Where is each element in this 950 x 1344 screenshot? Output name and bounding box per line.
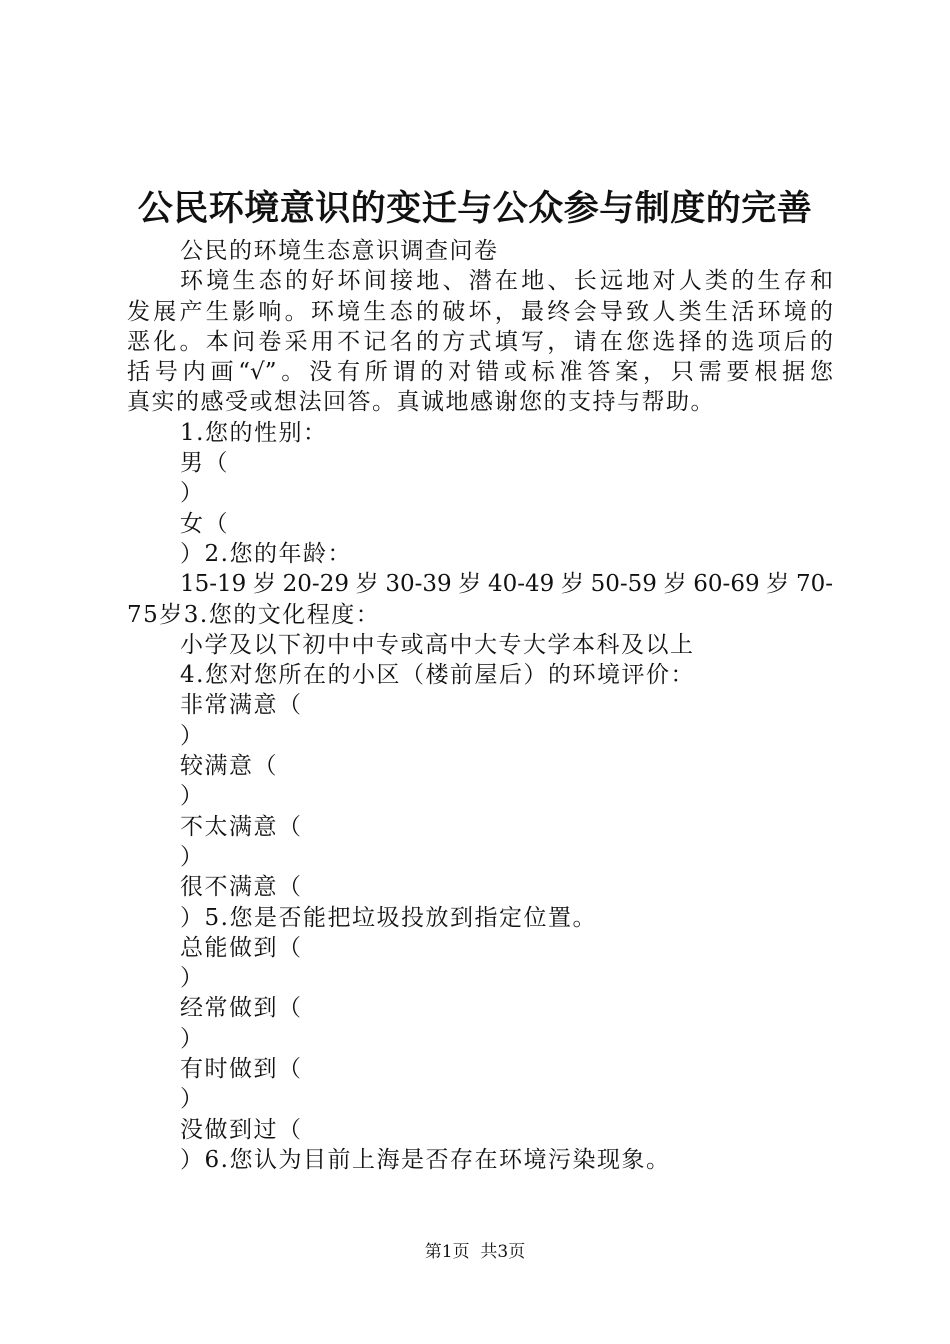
document-body [127,236,833,1175]
text-line: ） [180,480,205,507]
text-line: ） [180,965,205,992]
text-line: ）5.您是否能把垃圾投放到指定位置。 [180,904,597,931]
text-line: 不太满意（ [180,813,303,840]
text-line: 非常满意（ [180,692,303,719]
text-line: ） [180,722,205,749]
text-line: 公民的环境生态意识调查问卷 [180,238,499,264]
text-line: 小学及以下初中中专或高中大专大学本科及以上 [180,631,695,658]
text-line: 括号内画“√”。没有所谓的对错或标准答案，只需要根据您 [127,359,833,386]
page-footer: 第1页 共3页 [424,1242,526,1262]
text-line: ）2.您的年龄： [180,540,352,567]
text-line: 真实的感受或想法回答。真诚地感谢您的支持与帮助。 [127,389,715,416]
text-line: ） [180,783,205,810]
text-line: 经常做到（ [180,995,303,1022]
text-line: ）6.您认为目前上海是否存在环境污染现象。 [180,1146,671,1173]
text-line: 很不满意（ [180,874,303,901]
text-line: 男（ [180,450,229,477]
text-line: ） [180,843,205,870]
document-title: 公民环境意识的变迁与公众参与制度的完善 [137,188,813,229]
text-line: 有时做到（ [180,1056,303,1083]
text-line: 15-19岁20-29岁30-39岁40-49岁50-59岁60-69岁70- [180,571,833,598]
text-line: 总能做到（ [180,934,303,961]
text-line: 较满意（ [180,753,278,780]
text-line: 女（ [180,510,229,537]
text-line: 没做到过（ [180,1116,303,1143]
text-line: 环境生态的好坏间接地、潜在地、长远地对人类的生存和 [180,268,833,295]
text-line: ） [180,1025,205,1052]
text-line: 发展产生影响。环境生态的破坏，最终会导致人类生活环境的 [127,298,833,325]
text-line: 恶化。本问卷采用不记名的方式填写，请在您选择的选项后的 [127,328,833,355]
text-line: 1.您的性别： [180,419,328,446]
text-line: ） [180,1086,205,1113]
text-line: 75岁3.您的文化程度： [127,601,381,628]
text-line: 4.您对您所在的小区（楼前屋后）的环境评价： [180,662,695,689]
